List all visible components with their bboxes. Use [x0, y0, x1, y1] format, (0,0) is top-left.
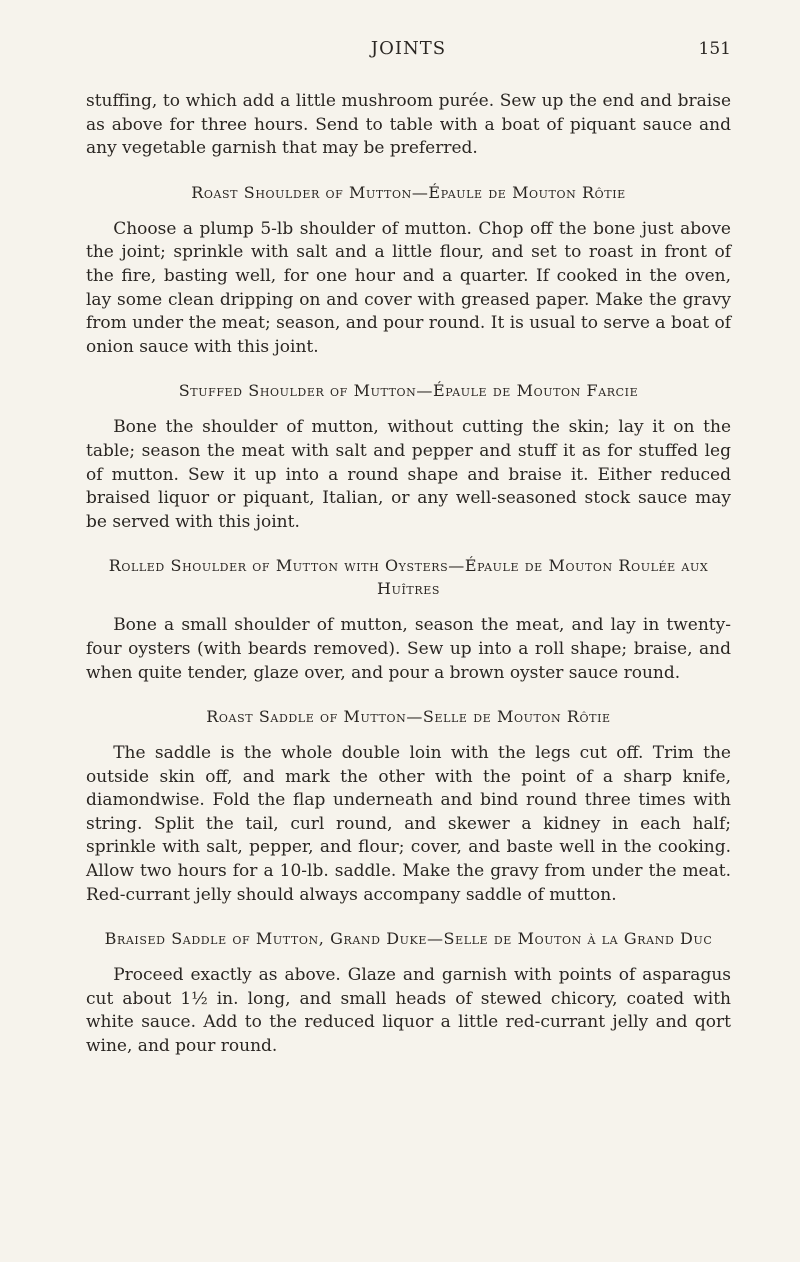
continued-paragraph: stuffing, to which add a little mushroom purée. Sew up the end and braise as above for three hours. Send to table with a boat of piquant sauce and any vegetable garnish that may be preferred.	[86, 91, 731, 159]
running-title: JOINTS	[370, 38, 447, 59]
body-text	[86, 90, 731, 1059]
recipe-heading-stuffed-shoulder: Stuffed Shoulder of Mutton—Épaule de Mouton Farcie	[178, 381, 639, 401]
running-head	[86, 38, 731, 64]
page-number: 151	[698, 39, 731, 59]
recipe-heading-braised-saddle: Braised Saddle of Mutton, Grand Duke—Selle de Mouton à la Grand Duc	[104, 929, 713, 949]
recipe-heading-rolled-shoulder: Rolled Shoulder of Mutton with Oysters—Épaule de Mouton Roulée aux Huîtres	[108, 556, 709, 599]
recipe-paragraph-roast-saddle: The saddle is the whole double loin with the legs cut off. Trim the outside skin off, and mark the other with the point of a sharp knife, diamondwise. Fold the flap underneath and bind round three times with string. Split the tail, curl round, and skewer a kidney in each half; sprinkle with salt, pepper, and flour; cover, and baste well in the cooking. Allow two hours for a 10-lb. saddle. Make the gravy from under the meat. Red-currant jelly should always accompany saddle of mutton.	[86, 743, 731, 905]
recipe-paragraph-stuffed-shoulder: Bone the shoulder of mutton, without cutting the skin; lay it on the table; season the meat with salt and pepper and stuff it as for stuffed leg of mutton. Sew it up into a round shape and braise it. Either reduced braised liquor or piquant, Italian, or any well-seasoned stock sauce may be served with this joint.	[86, 417, 731, 532]
recipe-heading-roast-saddle: Roast Saddle of Mutton—Selle de Mouton Rôtie	[206, 707, 611, 727]
recipe-heading-roast-shoulder: Roast Shoulder of Mutton—Épaule de Mouton Rôtie	[191, 182, 626, 202]
recipe-paragraph-braised-saddle: Proceed exactly as above. Glaze and garnish with points of asparagus cut about 1½ in. long, and small heads of stewed chicory, coated with white sauce. Add to the reduced liquor a little red-currant jelly and qort wine, and pour round.	[86, 965, 731, 1057]
recipe-paragraph-rolled-shoulder: Bone a small shoulder of mutton, season the meat, and lay in twenty-four oysters (with beards removed). Sew up into a roll shape; braise, and when quite tender, glaze over, and pour a brown oyster sauce round.	[86, 615, 731, 683]
recipe-paragraph-roast-shoulder: Choose a plump 5-lb shoulder of mutton. Chop off the bone just above the joint; sprinkle with salt and a little flour, and set to roast in front of the fire, basting well, for one hour and a quarter. If cooked in the oven, lay some clean dripping on and cover with greased paper. Make the gravy from under the meat; season, and pour round. It is usual to serve a boat of onion sauce with this joint.	[86, 218, 731, 357]
